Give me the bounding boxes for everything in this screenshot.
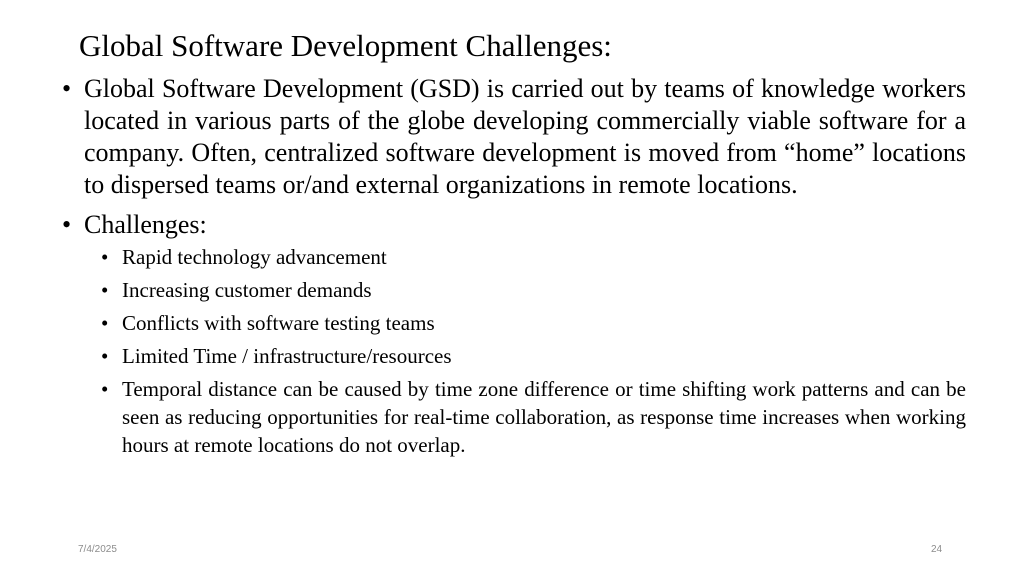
sub-bullet-item (101, 243, 966, 271)
bullet-item-challenges (62, 209, 966, 241)
sub-bullet-text: Increasing customer demands (122, 278, 372, 302)
bullet-icon: • (101, 278, 109, 302)
bullet-item-gsd (62, 73, 966, 201)
bullet-text: Global Software Development (GSD) is carried out by teams of knowledge workers located in various parts of the globe developing commercially viable software for a company. Often, centralized software development is moved from “home” locations to dispersed teams or/and external organizations in remote locations. (84, 74, 966, 199)
sub-bullet-text: Temporal distance can be caused by time zone difference or time shifting work patterns and can be seen as reducing opportunities for real-time collaboration, as response time increases when working hours at remote locations do not overlap. (122, 377, 966, 457)
bullet-icon: • (101, 344, 109, 368)
challenges-sublist (101, 243, 966, 459)
sub-bullet-text: Rapid technology advancement (122, 245, 387, 269)
sub-bullet-item (101, 276, 966, 304)
bullet-icon: • (101, 377, 109, 401)
bullet-icon: • (101, 311, 109, 335)
footer-date: 7/4/2025 (78, 544, 117, 555)
sub-bullet-text: Limited Time / infrastructure/resources (122, 344, 452, 368)
bullet-text: Challenges: (84, 210, 207, 239)
bullet-icon: • (62, 210, 72, 239)
bullet-icon: • (101, 245, 109, 269)
sub-bullet-item (101, 375, 966, 459)
sub-bullet-text: Conflicts with software testing teams (122, 311, 435, 335)
bullet-icon: • (62, 74, 72, 103)
sub-bullet-item (101, 309, 966, 337)
footer-page-number: 24 (931, 544, 943, 555)
slide-content (62, 73, 966, 464)
sub-bullet-item (101, 342, 966, 370)
slide-title: Global Software Development Challenges: (79, 28, 612, 63)
